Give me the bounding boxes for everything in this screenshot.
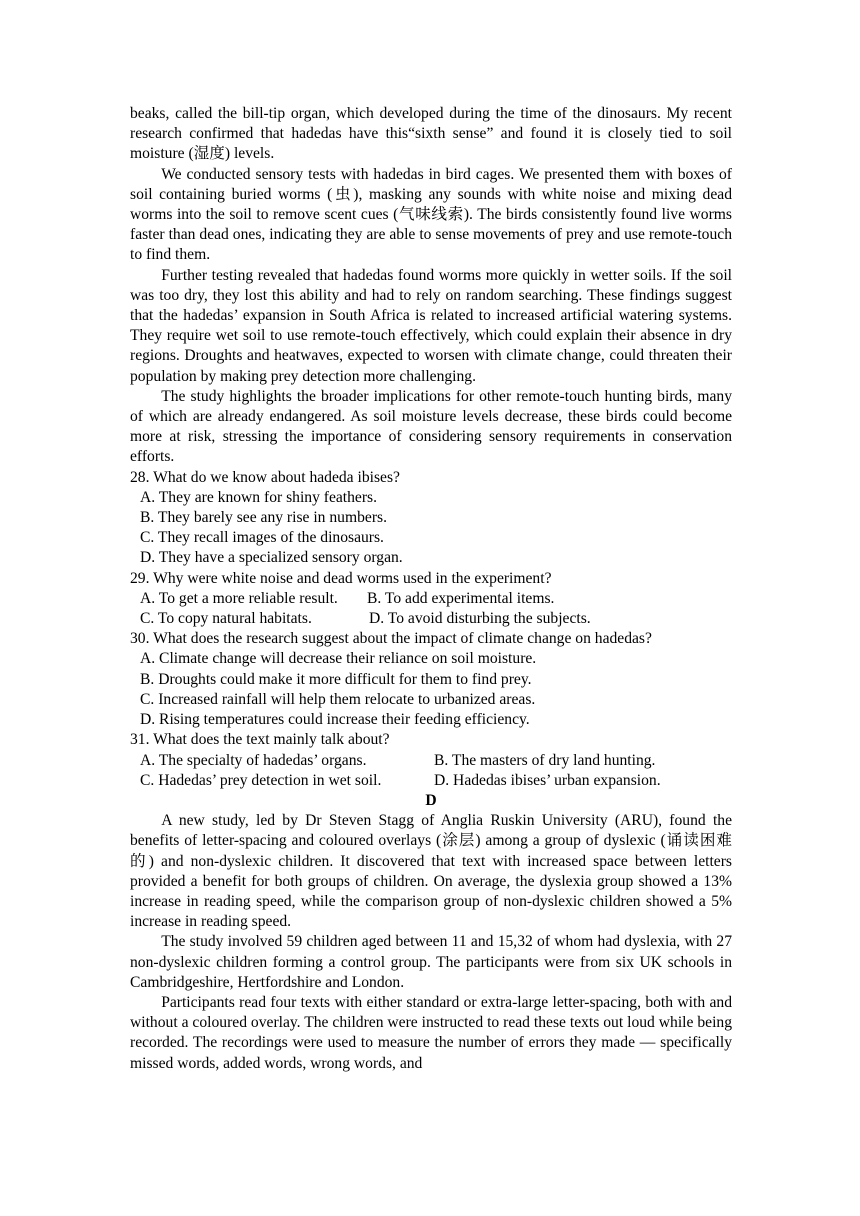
passage-d-paragraph-1: A new study, led by Dr Steven Stagg of Anglia Ruskin University (ARU), found the benefits of letter-spacing and coloured overlays (涂层) among a group of dyslexic (诵读困难的) and non-dyslexic children. It discovered that text with increased space between letters provided a benefit for both groups of children. On average, the dyslexia group showed a 13% increase in reading speed, while the comparison group of non-dyslexic children showed a 5% increase in reading speed. xyxy=(130,812,732,931)
question-28-option-c: C. They recall images of the dinosaurs. xyxy=(140,529,384,547)
question-31-options-row-2 xyxy=(130,771,732,791)
question-31-option-d: D. Hadedas ibises’ urban expansion. xyxy=(434,771,661,789)
question-28-option-b: B. They barely see any rise in numbers. xyxy=(140,509,387,527)
question-29-options-row-1 xyxy=(130,589,732,609)
question-28-option-a: A. They are known for shiny feathers. xyxy=(140,488,378,506)
question-29-options-row-2 xyxy=(130,609,732,629)
question-30-stem: 30. What does the research suggest about the impact of climate change on hadedas? xyxy=(130,630,652,648)
question-29-option-a: A. To get a more reliable result. xyxy=(140,589,338,607)
question-30-option-c: C. Increased rainfall will help them relocate to urbanized areas. xyxy=(140,690,536,708)
question-29-option-c: C. To copy natural habitats. xyxy=(140,610,312,628)
question-30-option-a: A. Climate change will decrease their reliance on soil moisture. xyxy=(140,650,537,668)
question-31-option-a: A. The specialty of hadedas’ organs. xyxy=(140,751,367,769)
question-31-stem: 31. What does the text mainly talk about? xyxy=(130,731,390,749)
question-29-option-d: D. To avoid disturbing the subjects. xyxy=(369,610,591,628)
passage-c-paragraph-4: The study highlights the broader implications for other remote-touch hunting birds, many of which are already endangered. As soil moisture levels decrease, these birds could become more at risk, stressing the importance of considering sensory requirements in conservation efforts. xyxy=(130,387,732,466)
passage-d-heading: D xyxy=(425,791,437,809)
question-31-option-b: B. The masters of dry land hunting. xyxy=(434,751,656,769)
passage-d-paragraph-2: The study involved 59 children aged between 11 and 15,32 of whom had dyslexia, with 27 non-dyslexic children forming a control group. The participants were from six UK schools in Cambridgeshire, Hertfordshire and London. xyxy=(130,933,732,991)
question-28-option-d: D. They have a specialized sensory organ. xyxy=(140,549,403,567)
question-29-option-b: B. To add experimental items. xyxy=(367,589,555,607)
question-31-option-c: C. Hadedas’ prey detection in wet soil. xyxy=(140,771,382,789)
question-28-stem: 28. What do we know about hadeda ibises? xyxy=(130,468,400,486)
exam-page xyxy=(130,104,732,1074)
question-30-option-d: D. Rising temperatures could increase their feeding efficiency. xyxy=(140,711,530,729)
question-31-options-row-1 xyxy=(130,751,732,771)
passage-c-paragraph-3: Further testing revealed that hadedas found worms more quickly in wetter soils. If the soil was too dry, they lost this ability and had to rely on random searching. These findings suggest that the hadedas’ expansion in South Africa is related to increased artificial watering systems. They require wet soil to use remote-touch effectively, which could explain their absence in dry regions. Droughts and heatwaves, expected to worsen with climate change, could threaten their population by making prey detection more challenging. xyxy=(130,266,732,385)
passage-d-paragraph-3: Participants read four texts with either standard or extra-large letter-spacing, both with and without a coloured overlay. The children were instructed to read these texts out loud while being recorded. The recordings were used to measure the number of errors they made — specifically missed words, added words, wrong words, and xyxy=(130,993,732,1072)
passage-c-paragraph-1: beaks, called the bill-tip organ, which developed during the time of the dinosaurs. My recent research confirmed that hadedas have this“sixth sense” and found it is closely tied to soil moisture (湿度) levels. xyxy=(130,105,732,163)
question-30-option-b: B. Droughts could make it more difficult for them to find prey. xyxy=(140,670,532,688)
question-29-stem: 29. Why were white noise and dead worms used in the experiment? xyxy=(130,569,552,587)
passage-c-paragraph-2: We conducted sensory tests with hadedas in bird cages. We presented them with boxes of soil containing buried worms (虫), masking any sounds with white noise and mixing dead worms into the soil to remove scent cues (气味线索). The birds consistently found live worms faster than dead ones, indicating they are able to sense movements of prey and use remote-touch to find them. xyxy=(130,165,732,264)
